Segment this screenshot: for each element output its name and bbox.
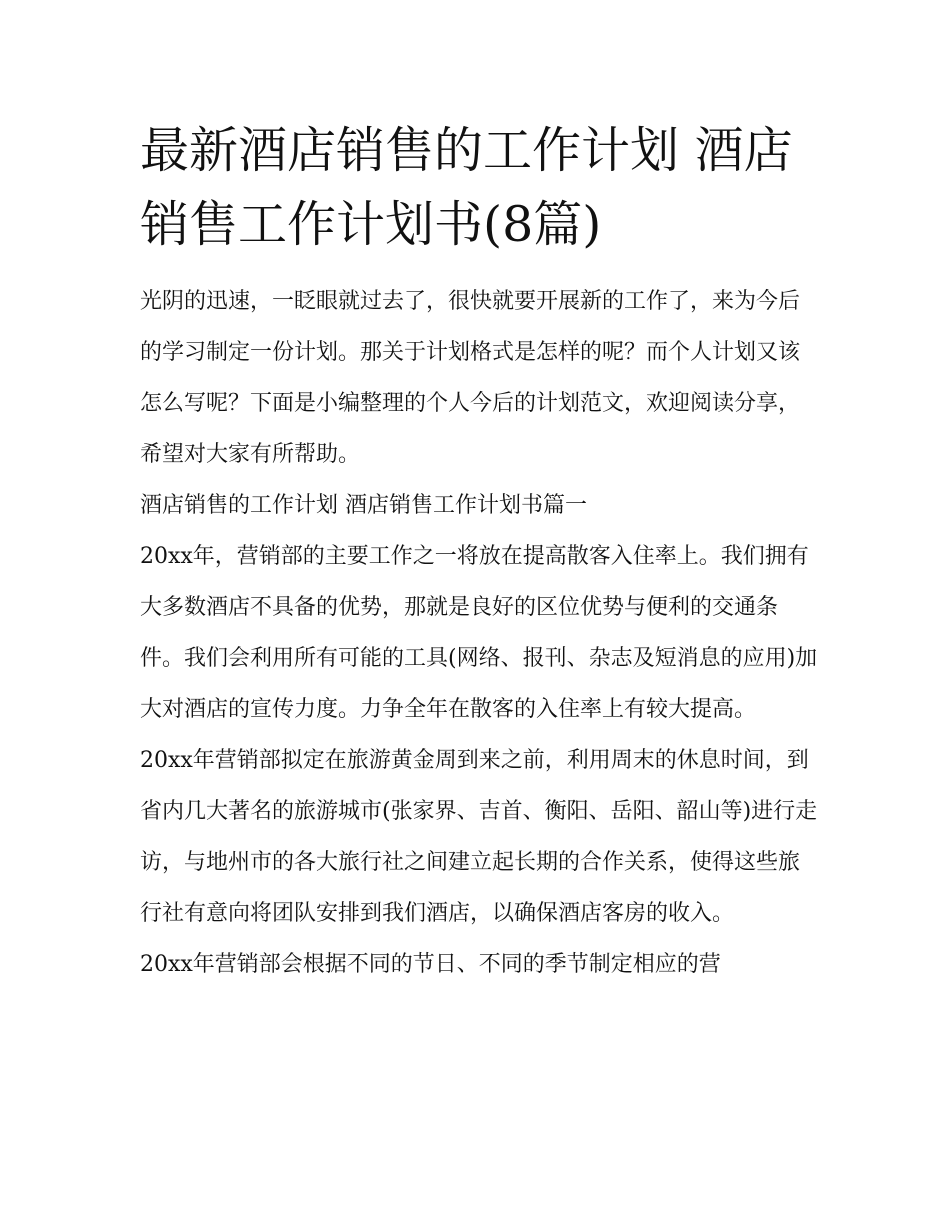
document-title: 最新酒店销售的工作计划 酒店销售工作计划书(8篇) xyxy=(140,122,793,253)
paragraph-travel-agencies: 20xx年营销部拟定在旅游黄金周到来之前，利用周末的休息时间，到省内几大著名的旅游城市(张家界、吉首、衡阳、岳阳、韶山等)进行走访，与地州市的各大旅行社之间建立起长期的合作关系，使得这些旅行社有意向将团队安排到我们酒店，以确保酒店客房的收入。 xyxy=(140,748,818,926)
paragraph-intro: 光阴的迅速，一眨眼就过去了，很快就要开展新的工作了，来为今后的学习制定一份计划。那关于计划格式是怎样的呢？而个人计划又该怎么写呢？下面是小编整理的个人今后的计划范文，欢迎阅读分享，希望对大家有所帮助。 xyxy=(140,289,801,467)
paragraph-individual-guests: 20xx年，营销部的主要工作之一将放在提高散客入住率上。我们拥有大多数酒店不具备的优势，那就是良好的区位优势与便利的交通条件。我们会利用所有可能的工具(网络、报刊、杂志及短消息的应用)加大对酒店的宣传力度。力争全年在散客的入住率上有较大提高。 xyxy=(140,544,818,722)
document-body xyxy=(140,276,820,990)
paragraph-holiday-marketing: 20xx年营销部会根据不同的节日、不同的季节制定相应的营 xyxy=(140,952,721,977)
section-heading: 酒店销售的工作计划 酒店销售工作计划书篇一 xyxy=(140,493,587,518)
